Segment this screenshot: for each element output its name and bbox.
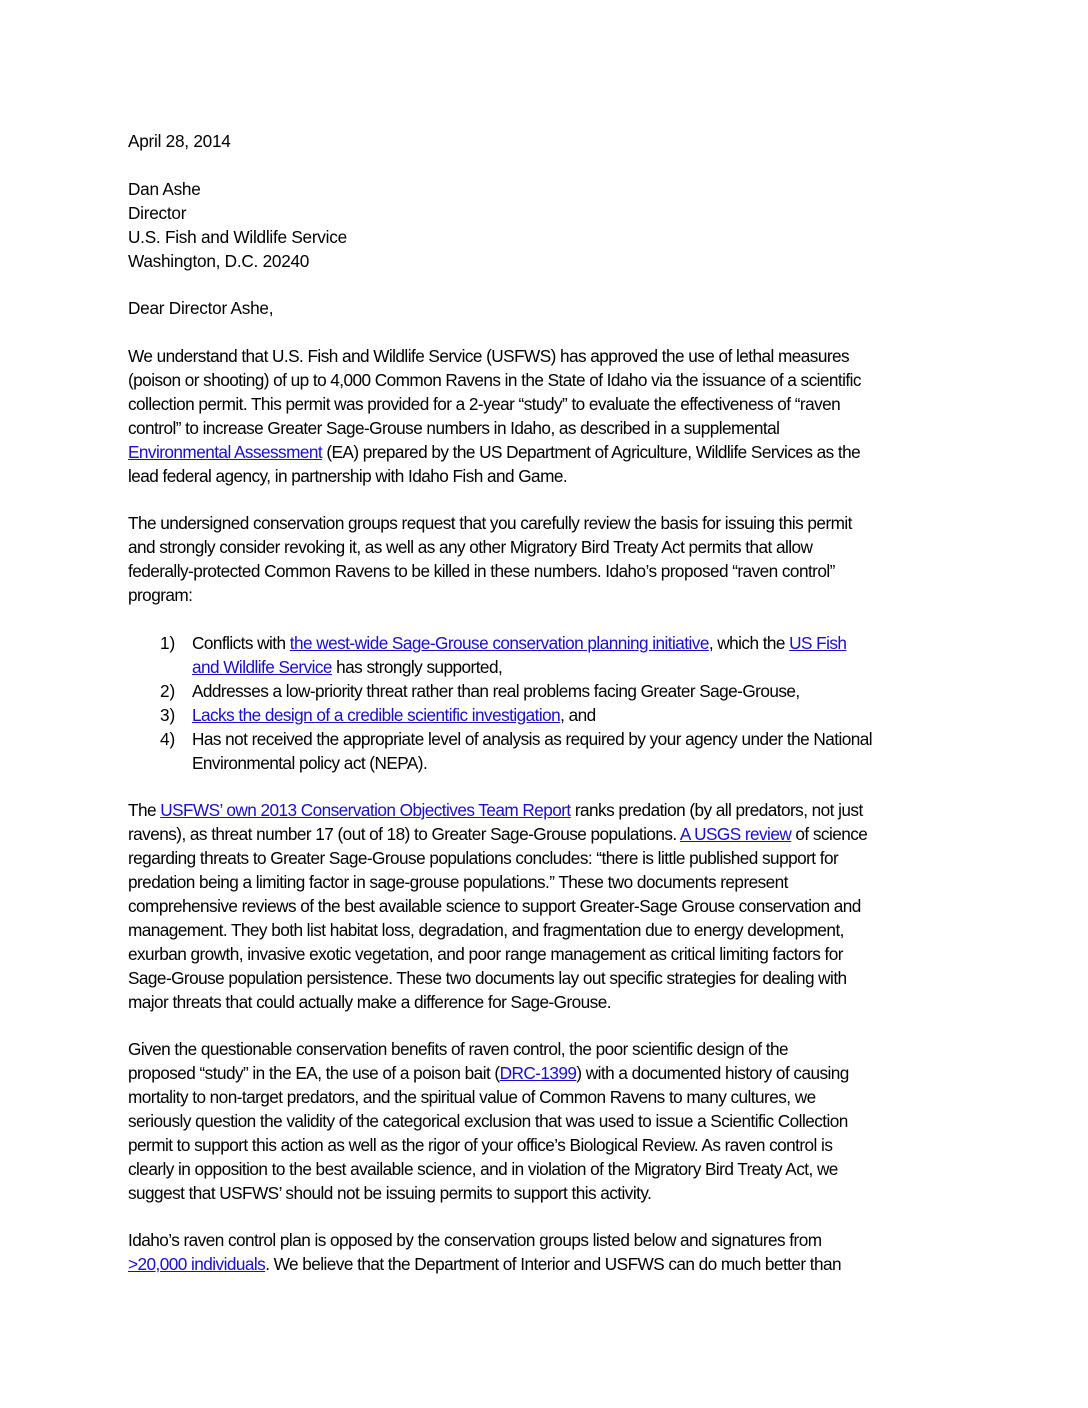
list-number: 2) (160, 681, 176, 701)
paragraph-line: clearly in opposition to the best available science, and in violation of the Migratory Bird Treaty Act, we (128, 1159, 838, 1179)
paragraph-line: The undersigned conservation groups request that you carefully review the basis for issuing this permit (128, 513, 852, 533)
list-line: Environmental policy act (NEPA). (192, 753, 428, 773)
paragraph-line: control” to increase Greater Sage-Grouse numbers in Idaho, as described in a supplemental (128, 418, 780, 438)
paragraph-line: collection permit. This permit was provided for a 2-year “study” to evaluate the effectiveness of “raven (128, 394, 841, 414)
recipient-organization: U.S. Fish and Wildlife Service (128, 227, 347, 247)
paragraph-text: . We believe that the Department of Interior and USFWS can do much better than (265, 1254, 842, 1274)
environmental-assessment-link[interactable]: Environmental Assessment (128, 442, 323, 462)
paragraph-text: The (128, 800, 161, 820)
paragraph-line (128, 798, 863, 822)
paragraph-line: predation being a limiting factor in sage-grouse populations.” These two documents represent (128, 872, 788, 892)
paragraph-line: major threats that could actually make a difference for Sage-Grouse. (128, 992, 611, 1012)
signatures-link[interactable]: >20,000 individuals (128, 1254, 266, 1274)
drc-1399-link[interactable]: DRC-1399 (499, 1063, 577, 1083)
paragraph-line: federally-protected Common Ravens to be killed in these numbers. Idaho’s proposed “raven control” (128, 561, 835, 581)
paragraph-line: seriously question the validity of the categorical exclusion that was used to issue a Scientific Collection (128, 1111, 848, 1131)
paragraph-line (128, 440, 860, 464)
paragraph-line: suggest that USFWS’ should not be issuing permits to support this activity. (128, 1183, 652, 1203)
paragraph-line: exurban growth, invasive exotic vegetation, and poor range management as critical limiting factors for (128, 944, 843, 964)
paragraph-text: of science (791, 824, 868, 844)
paragraph-line: Idaho’s raven control plan is opposed by the conservation groups listed below and signatures from (128, 1230, 822, 1250)
paragraph-line (128, 822, 867, 846)
paragraph-line: permit to support this action as well as the rigor of your office’s Biological Review. As raven control is (128, 1135, 833, 1155)
paragraph-text: ) with a documented history of causing (576, 1063, 849, 1083)
scientific-investigation-link[interactable]: Lacks the design of a credible scientific investigation (192, 705, 561, 725)
list-number: 1) (160, 633, 176, 653)
recipient-title: Director (128, 203, 187, 223)
usfws-link[interactable]: US Fish (789, 633, 847, 653)
list-text: has strongly supported, (331, 657, 503, 677)
list-text: , which the (708, 633, 790, 653)
list-line (192, 703, 596, 727)
cot-report-link[interactable]: USFWS’ own 2013 Conservation Objectives Team Report (160, 800, 571, 820)
list-text: Conflicts with (192, 633, 290, 653)
list-text: , and (560, 705, 596, 725)
paragraph-line: Sage-Grouse population persistence. These two documents lay out specific strategies for dealing with (128, 968, 847, 988)
recipient-address: Washington, D.C. 20240 (128, 251, 310, 271)
salutation: Dear Director Ashe, (128, 298, 274, 318)
paragraph-line: management. They both list habitat loss, degradation, and fragmentation due to energy development, (128, 920, 844, 940)
sage-grouse-planning-initiative-link[interactable]: the west-wide Sage-Grouse conservation planning initiative (289, 633, 709, 653)
usfws-link-continued[interactable]: and Wildlife Service (192, 657, 332, 677)
paragraph-line: lead federal agency, in partnership with Idaho Fish and Game. (128, 466, 568, 486)
list-number: 4) (160, 729, 176, 749)
list-line (192, 655, 502, 679)
paragraph-line: and strongly consider revoking it, as well as any other Migratory Bird Treaty Act permits that allow (128, 537, 813, 557)
paragraph-line (128, 1061, 849, 1085)
list-line: Addresses a low-priority threat rather than real problems facing Greater Sage-Grouse, (192, 681, 800, 701)
paragraph-text: (EA) prepared by the US Department of Agriculture, Wildlife Services as the (322, 442, 861, 462)
letter-date: April 28, 2014 (128, 131, 231, 151)
paragraph-text: ravens), as threat number 17 (out of 18) to Greater Sage-Grouse populations. (128, 824, 680, 844)
paragraph-line: comprehensive reviews of the best available science to support Greater-Sage Grouse conservation and (128, 896, 861, 916)
list-line (192, 631, 846, 655)
recipient-name: Dan Ashe (128, 179, 201, 199)
list-number: 3) (160, 705, 176, 725)
paragraph-line: We understand that U.S. Fish and Wildlife Service (USFWS) has approved the use of lethal measures (128, 346, 850, 366)
paragraph-line: Given the questionable conservation benefits of raven control, the poor scientific design of the (128, 1039, 788, 1059)
paragraph-text: ranks predation (by all predators, not just (570, 800, 863, 820)
paragraph-text: proposed “study” in the EA, the use of a poison bait ( (128, 1063, 500, 1083)
paragraph-line: mortality to non-target predators, and the spiritual value of Common Ravens to many cultures, we (128, 1087, 816, 1107)
paragraph-line: (poison or shooting) of up to 4,000 Common Ravens in the State of Idaho via the issuance of a scientific (128, 370, 861, 390)
usgs-review-link[interactable]: A USGS review (679, 824, 792, 844)
paragraph-line (128, 1252, 841, 1276)
paragraph-line: program: (128, 585, 193, 605)
list-line: Has not received the appropriate level of analysis as required by your agency under the National (192, 729, 873, 749)
paragraph-line: regarding threats to Greater Sage-Grouse populations concludes: “there is little published support for (128, 848, 839, 868)
